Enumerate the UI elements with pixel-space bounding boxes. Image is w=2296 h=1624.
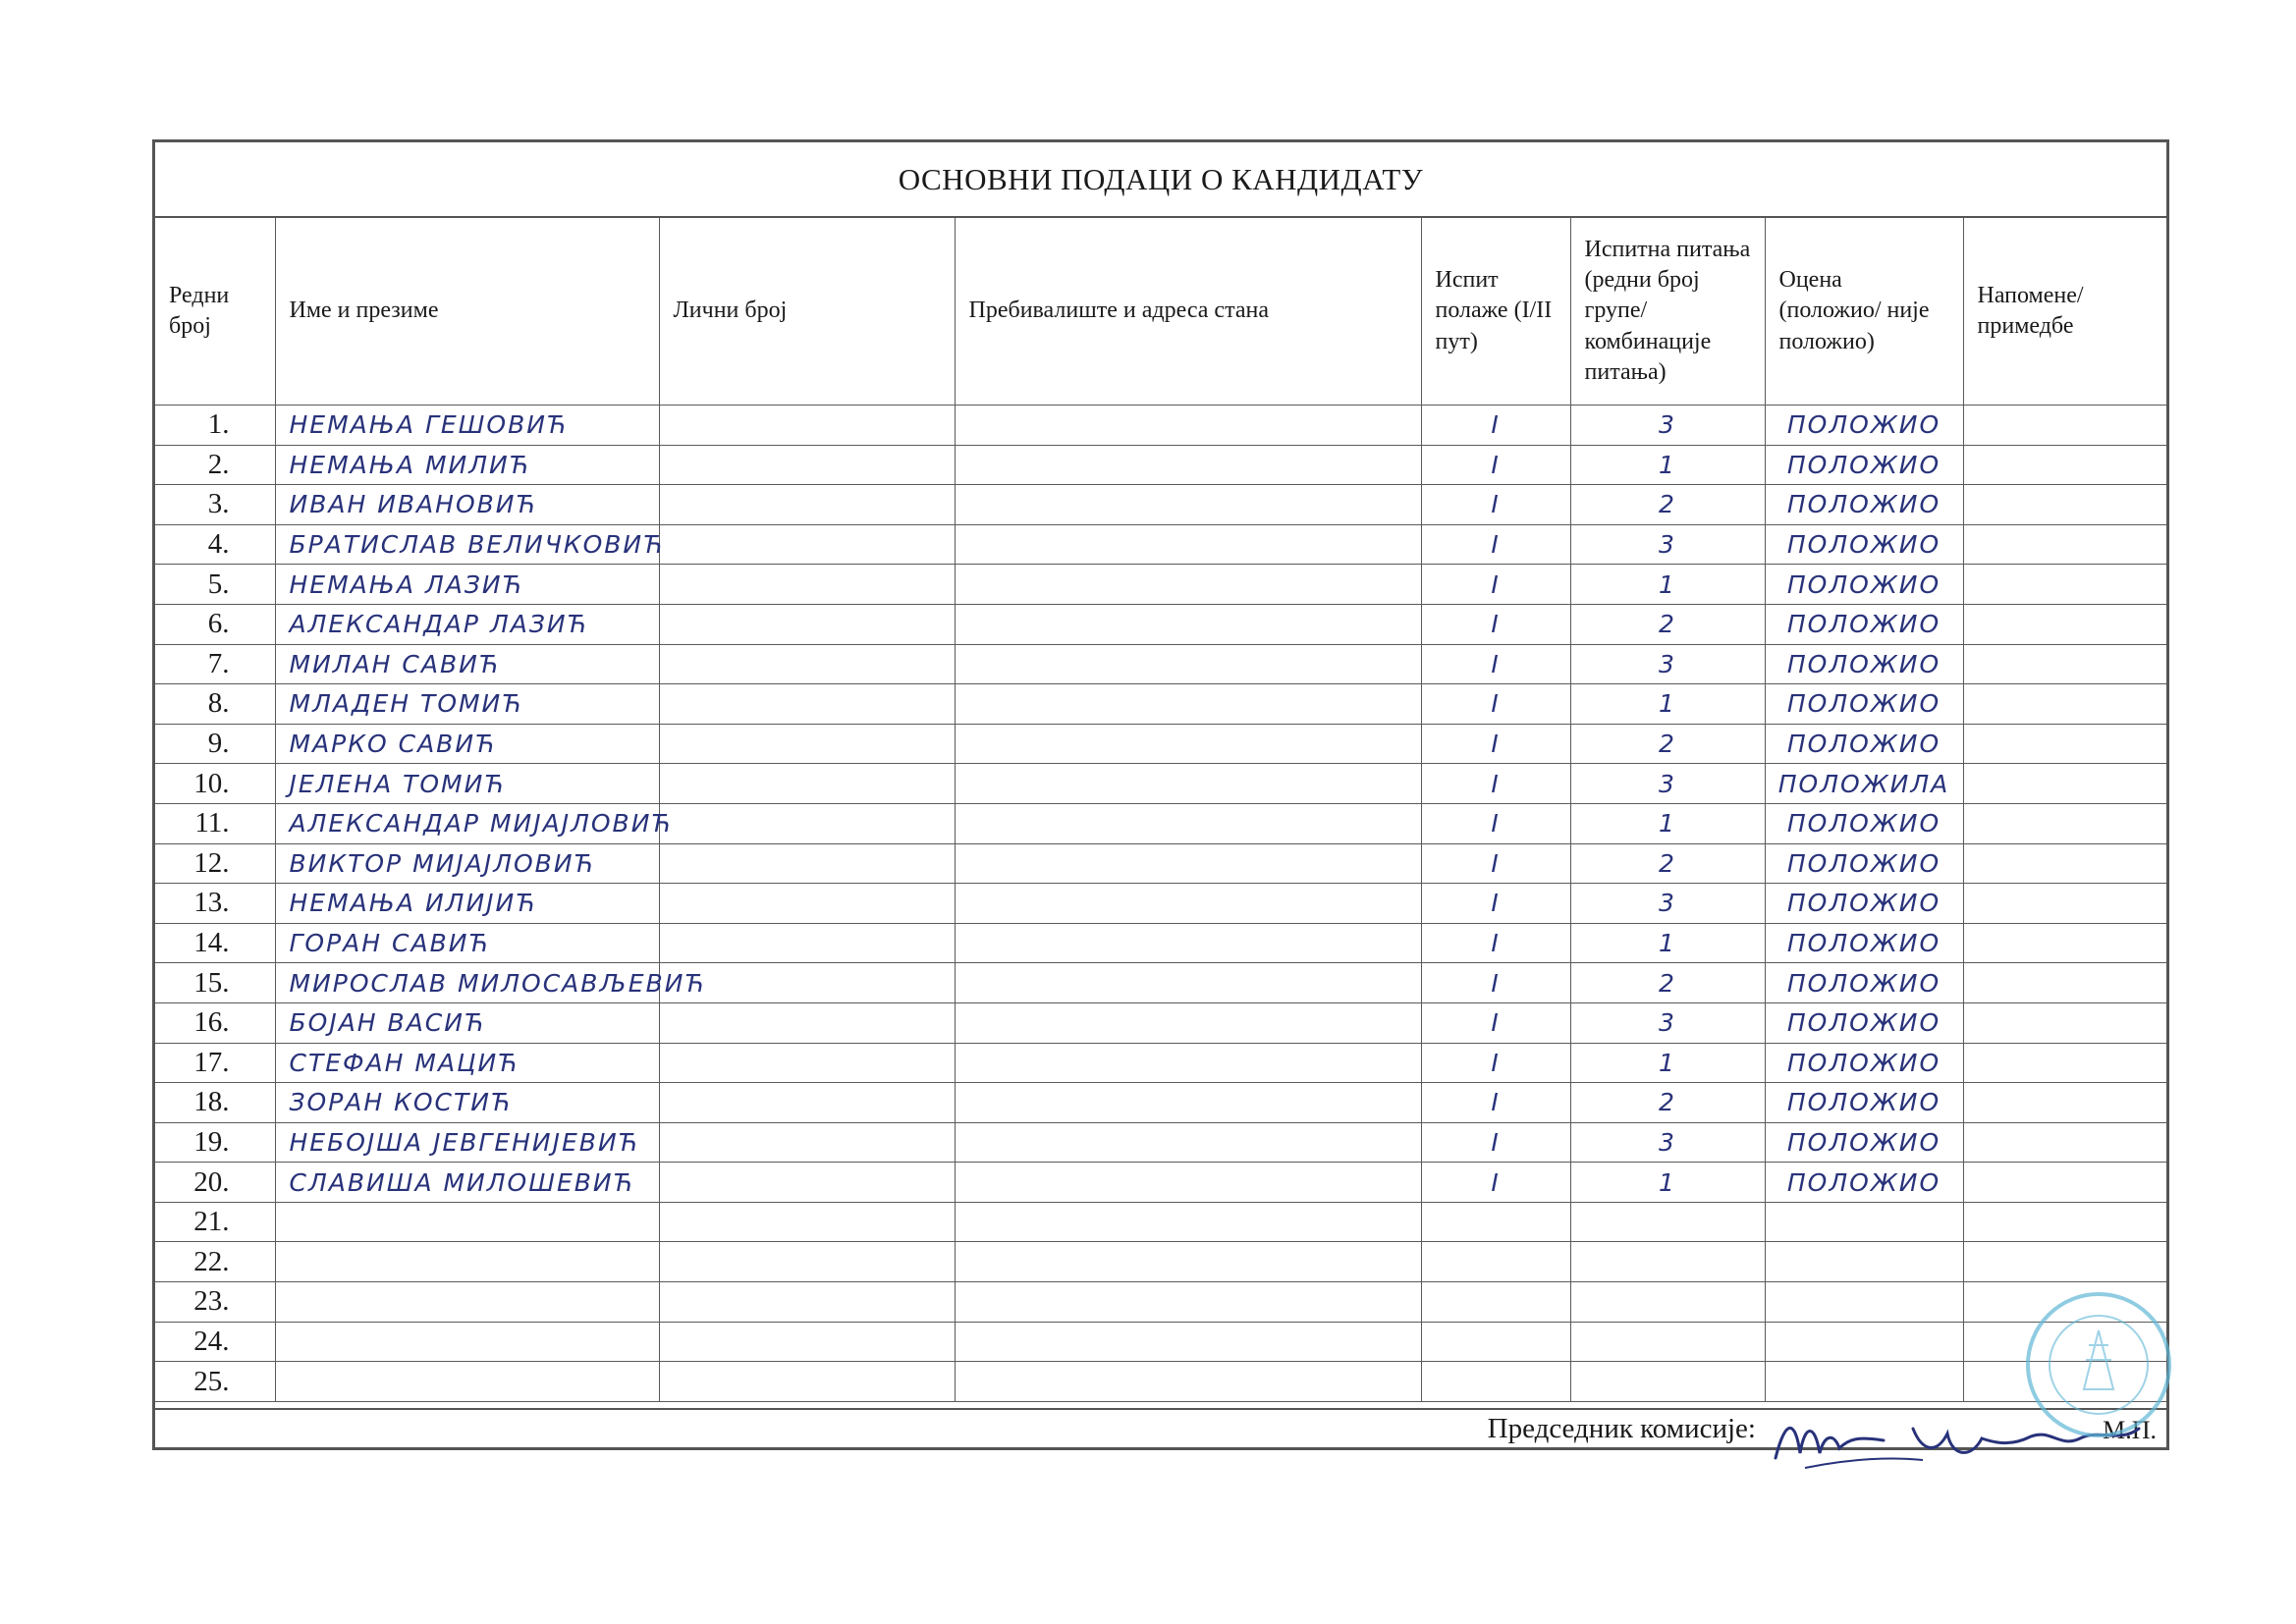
cell-row-number: 12.	[155, 843, 275, 884]
cell-questions: 2	[1570, 485, 1765, 525]
cell-notes	[1963, 406, 2166, 446]
cell-name	[275, 1362, 659, 1402]
cell-attempt: I	[1421, 843, 1570, 884]
cell-id-number	[659, 803, 955, 843]
cell-row-number: 2.	[155, 445, 275, 485]
cell-questions: 1	[1570, 1043, 1765, 1083]
cell-notes	[1963, 764, 2166, 804]
cell-attempt	[1421, 1282, 1570, 1323]
cell-attempt: I	[1421, 565, 1570, 605]
cell-questions	[1570, 1322, 1765, 1362]
candidate-form-sheet	[152, 139, 2169, 1450]
column-header-name: Име и презиме	[275, 218, 659, 406]
cell-row-number: 1.	[155, 406, 275, 446]
cell-notes	[1963, 843, 2166, 884]
cell-row-number: 7.	[155, 644, 275, 684]
form-title	[155, 142, 2166, 218]
cell-questions: 2	[1570, 604, 1765, 644]
cell-address	[955, 1002, 1421, 1043]
cell-row-number: 19.	[155, 1122, 275, 1163]
table-row	[155, 923, 2166, 963]
cell-name: ВИКТОР МИЈАЈЛОВИЋ	[275, 843, 659, 884]
cell-grade	[1765, 1242, 1963, 1282]
cell-attempt: I	[1421, 764, 1570, 804]
cell-name: ИВАН ИВАНОВИЋ	[275, 485, 659, 525]
table-row	[155, 1322, 2166, 1362]
cell-address	[955, 1043, 1421, 1083]
cell-address	[955, 644, 1421, 684]
column-header-no: Редни број	[155, 218, 275, 406]
cell-row-number: 17.	[155, 1043, 275, 1083]
cell-questions	[1570, 1202, 1765, 1242]
cell-row-number: 9.	[155, 724, 275, 764]
cell-attempt: I	[1421, 724, 1570, 764]
column-header-address: Пребивалиште и адреса стана	[955, 218, 1421, 406]
cell-id-number	[659, 1282, 955, 1323]
cell-address	[955, 923, 1421, 963]
cell-questions: 1	[1570, 923, 1765, 963]
cell-name: АЛЕКСАНДАР ЛАЗИЋ	[275, 604, 659, 644]
cell-address	[955, 445, 1421, 485]
cell-id-number	[659, 1083, 955, 1123]
cell-id-number	[659, 565, 955, 605]
cell-attempt: I	[1421, 1002, 1570, 1043]
cell-grade: ПОЛОЖИО	[1765, 524, 1963, 565]
table-row	[155, 406, 2166, 446]
table-row	[155, 1202, 2166, 1242]
column-header-questions: Испитна питања (редни број групе/ комбинације питања)	[1570, 218, 1765, 406]
table-row	[155, 1043, 2166, 1083]
candidate-table	[155, 218, 2166, 1402]
cell-row-number: 3.	[155, 485, 275, 525]
cell-name: ЈЕЛЕНА ТОМИЋ	[275, 764, 659, 804]
cell-address	[955, 485, 1421, 525]
cell-row-number: 21.	[155, 1202, 275, 1242]
table-header-row	[155, 218, 2166, 406]
cell-notes	[1963, 604, 2166, 644]
cell-grade: ПОЛОЖИО	[1765, 684, 1963, 725]
table-row	[155, 764, 2166, 804]
cell-questions: 1	[1570, 445, 1765, 485]
cell-questions: 1	[1570, 684, 1765, 725]
seal-icon	[2025, 1252, 2172, 1478]
cell-row-number: 16.	[155, 1002, 275, 1043]
cell-row-number: 11.	[155, 803, 275, 843]
cell-questions: 3	[1570, 1122, 1765, 1163]
cell-id-number	[659, 644, 955, 684]
cell-notes	[1963, 644, 2166, 684]
cell-address	[955, 1362, 1421, 1402]
table-row	[155, 485, 2166, 525]
cell-grade: ПОЛОЖИО	[1765, 1163, 1963, 1203]
cell-row-number: 22.	[155, 1242, 275, 1282]
cell-questions: 3	[1570, 764, 1765, 804]
cell-grade: ПОЛОЖИО	[1765, 843, 1963, 884]
cell-attempt: I	[1421, 1083, 1570, 1123]
column-header-grade: Оцена (положио/ није положио)	[1765, 218, 1963, 406]
cell-name: СЛАВИША МИЛОШЕВИЋ	[275, 1163, 659, 1203]
cell-grade: ПОЛОЖИО	[1765, 923, 1963, 963]
cell-grade: ПОЛОЖИЛА	[1765, 764, 1963, 804]
cell-grade: ПОЛОЖИО	[1765, 1122, 1963, 1163]
table-row	[155, 1083, 2166, 1123]
cell-notes	[1963, 803, 2166, 843]
cell-address	[955, 406, 1421, 446]
cell-id-number	[659, 884, 955, 924]
table-row	[155, 1362, 2166, 1402]
cell-grade: ПОЛОЖИО	[1765, 565, 1963, 605]
cell-questions: 1	[1570, 1163, 1765, 1203]
cell-notes	[1963, 445, 2166, 485]
cell-address	[955, 1202, 1421, 1242]
cell-name: ЗОРАН КОСТИЋ	[275, 1083, 659, 1123]
cell-notes	[1963, 1122, 2166, 1163]
cell-attempt: I	[1421, 1043, 1570, 1083]
cell-questions: 2	[1570, 843, 1765, 884]
cell-questions: 3	[1570, 1002, 1765, 1043]
cell-address	[955, 1083, 1421, 1123]
cell-grade	[1765, 1282, 1963, 1323]
cell-attempt: I	[1421, 524, 1570, 565]
cell-row-number: 13.	[155, 884, 275, 924]
cell-id-number	[659, 724, 955, 764]
cell-id-number	[659, 1242, 955, 1282]
cell-grade: ПОЛОЖИО	[1765, 963, 1963, 1003]
cell-attempt: I	[1421, 684, 1570, 725]
cell-name: НЕБОЈША ЈЕВГЕНИЈЕВИЋ	[275, 1122, 659, 1163]
cell-address	[955, 724, 1421, 764]
cell-attempt: I	[1421, 963, 1570, 1003]
cell-notes	[1963, 485, 2166, 525]
cell-name: НЕМАЊА ЛАЗИЋ	[275, 565, 659, 605]
cell-address	[955, 843, 1421, 884]
cell-grade: ПОЛОЖИО	[1765, 445, 1963, 485]
cell-address	[955, 1163, 1421, 1203]
cell-grade	[1765, 1202, 1963, 1242]
cell-questions: 2	[1570, 1083, 1765, 1123]
cell-name: СТЕФАН МАЦИЋ	[275, 1043, 659, 1083]
cell-name: МИРОСЛАВ МИЛОСАВЉЕВИЋ	[275, 963, 659, 1003]
cell-notes	[1963, 923, 2166, 963]
cell-row-number: 14.	[155, 923, 275, 963]
table-row	[155, 445, 2166, 485]
cell-address	[955, 604, 1421, 644]
cell-id-number	[659, 1002, 955, 1043]
chair-label: Председник комисије:	[1487, 1413, 1756, 1444]
table-row	[155, 843, 2166, 884]
table-row	[155, 1122, 2166, 1163]
cell-name: НЕМАЊА МИЛИЋ	[275, 445, 659, 485]
cell-id-number	[659, 406, 955, 446]
table-row	[155, 1163, 2166, 1203]
cell-row-number: 15.	[155, 963, 275, 1003]
table-row	[155, 1002, 2166, 1043]
cell-attempt: I	[1421, 884, 1570, 924]
cell-grade: ПОЛОЖИО	[1765, 724, 1963, 764]
cell-row-number: 23.	[155, 1282, 275, 1323]
cell-notes	[1963, 1163, 2166, 1203]
cell-address	[955, 1242, 1421, 1282]
cell-questions: 1	[1570, 565, 1765, 605]
table-row	[155, 565, 2166, 605]
table-row	[155, 644, 2166, 684]
stamp-label: М.П.	[2103, 1416, 2157, 1444]
cell-name: МАРКО САВИЋ	[275, 724, 659, 764]
cell-attempt	[1421, 1242, 1570, 1282]
cell-id-number	[659, 604, 955, 644]
cell-grade	[1765, 1362, 1963, 1402]
cell-name: МЛАДЕН ТОМИЋ	[275, 684, 659, 725]
cell-grade: ПОЛОЖИО	[1765, 1002, 1963, 1043]
cell-notes	[1963, 1083, 2166, 1123]
cell-questions: 3	[1570, 406, 1765, 446]
cell-questions: 3	[1570, 524, 1765, 565]
cell-address	[955, 1322, 1421, 1362]
cell-row-number: 20.	[155, 1163, 275, 1203]
table-row	[155, 884, 2166, 924]
cell-address	[955, 884, 1421, 924]
cell-questions: 2	[1570, 963, 1765, 1003]
table-row	[155, 803, 2166, 843]
table-row	[155, 1282, 2166, 1323]
cell-notes	[1963, 724, 2166, 764]
column-header-attempt: Испит полаже (I/II пут)	[1421, 218, 1570, 406]
cell-attempt	[1421, 1202, 1570, 1242]
cell-id-number	[659, 923, 955, 963]
cell-notes	[1963, 1002, 2166, 1043]
cell-attempt: I	[1421, 1122, 1570, 1163]
cell-grade: ПОЛОЖИО	[1765, 803, 1963, 843]
cell-address	[955, 963, 1421, 1003]
cell-id-number	[659, 485, 955, 525]
cell-row-number: 5.	[155, 565, 275, 605]
cell-name: НЕМАЊА ИЛИЈИЋ	[275, 884, 659, 924]
cell-id-number	[659, 445, 955, 485]
cell-name: НЕМАЊА ГЕШОВИЋ	[275, 406, 659, 446]
cell-grade: ПОЛОЖИО	[1765, 1083, 1963, 1123]
cell-name	[275, 1242, 659, 1282]
cell-attempt: I	[1421, 923, 1570, 963]
table-row	[155, 524, 2166, 565]
cell-row-number: 8.	[155, 684, 275, 725]
cell-id-number	[659, 1043, 955, 1083]
cell-name	[275, 1282, 659, 1323]
cell-attempt: I	[1421, 644, 1570, 684]
cell-name	[275, 1322, 659, 1362]
table-row	[155, 963, 2166, 1003]
form-title-text: ОСНОВНИ ПОДАЦИ О КАНДИДАТУ	[898, 161, 1424, 196]
cell-grade: ПОЛОЖИО	[1765, 1043, 1963, 1083]
cell-grade	[1765, 1322, 1963, 1362]
cell-attempt	[1421, 1362, 1570, 1402]
cell-address	[955, 524, 1421, 565]
cell-grade: ПОЛОЖИО	[1765, 644, 1963, 684]
cell-questions: 1	[1570, 803, 1765, 843]
cell-address	[955, 764, 1421, 804]
cell-questions	[1570, 1282, 1765, 1323]
table-row	[155, 1242, 2166, 1282]
cell-notes	[1963, 1202, 2166, 1242]
column-header-notes: Напомене/ примедбе	[1963, 218, 2166, 406]
cell-attempt: I	[1421, 406, 1570, 446]
cell-address	[955, 803, 1421, 843]
cell-row-number: 4.	[155, 524, 275, 565]
cell-name: МИЛАН САВИЋ	[275, 644, 659, 684]
cell-attempt: I	[1421, 485, 1570, 525]
cell-name	[275, 1202, 659, 1242]
cell-row-number: 24.	[155, 1322, 275, 1362]
cell-id-number	[659, 684, 955, 725]
table-row	[155, 604, 2166, 644]
cell-name: АЛЕКСАНДАР МИЈАЈЛОВИЋ	[275, 803, 659, 843]
cell-questions	[1570, 1242, 1765, 1282]
cell-grade: ПОЛОЖИО	[1765, 485, 1963, 525]
cell-questions: 2	[1570, 724, 1765, 764]
cell-grade: ПОЛОЖИО	[1765, 884, 1963, 924]
cell-name: ГОРАН САВИЋ	[275, 923, 659, 963]
cell-row-number: 18.	[155, 1083, 275, 1123]
cell-address	[955, 1282, 1421, 1323]
cell-id-number	[659, 1322, 955, 1362]
cell-attempt: I	[1421, 604, 1570, 644]
column-header-id-no: Лични број	[659, 218, 955, 406]
cell-notes	[1963, 1043, 2166, 1083]
cell-name: БОЈАН ВАСИЋ	[275, 1002, 659, 1043]
cell-name: БРАТИСЛАВ ВЕЛИЧКОВИЋ	[275, 524, 659, 565]
table-row	[155, 684, 2166, 725]
cell-grade: ПОЛОЖИО	[1765, 406, 1963, 446]
cell-attempt: I	[1421, 803, 1570, 843]
cell-attempt: I	[1421, 445, 1570, 485]
cell-notes	[1963, 524, 2166, 565]
cell-id-number	[659, 1362, 955, 1402]
cell-questions	[1570, 1362, 1765, 1402]
cell-notes	[1963, 684, 2166, 725]
cell-id-number	[659, 843, 955, 884]
cell-notes	[1963, 884, 2166, 924]
cell-id-number	[659, 1122, 955, 1163]
cell-id-number	[659, 1163, 955, 1203]
cell-notes	[1963, 565, 2166, 605]
cell-address	[955, 565, 1421, 605]
cell-row-number: 6.	[155, 604, 275, 644]
cell-notes	[1963, 963, 2166, 1003]
cell-questions: 3	[1570, 644, 1765, 684]
cell-address	[955, 684, 1421, 725]
cell-row-number: 10.	[155, 764, 275, 804]
cell-grade: ПОЛОЖИО	[1765, 604, 1963, 644]
table-body	[155, 406, 2166, 1402]
cell-questions: 3	[1570, 884, 1765, 924]
cell-id-number	[659, 764, 955, 804]
cell-row-number: 25.	[155, 1362, 275, 1402]
cell-attempt: I	[1421, 1163, 1570, 1203]
cell-id-number	[659, 524, 955, 565]
cell-address	[955, 1122, 1421, 1163]
cell-attempt	[1421, 1322, 1570, 1362]
cell-id-number	[659, 1202, 955, 1242]
table-row	[155, 724, 2166, 764]
